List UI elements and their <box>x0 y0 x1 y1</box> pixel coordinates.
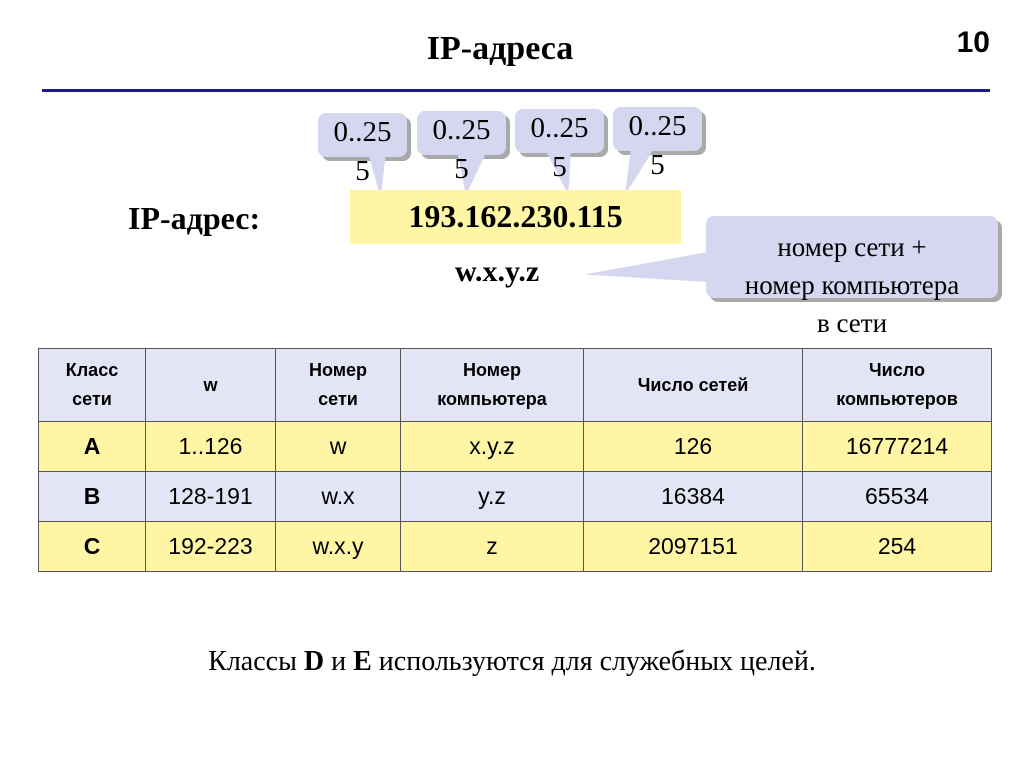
network-callout-line3: в сети <box>816 308 888 338</box>
header-cell <box>584 349 803 422</box>
header-cell <box>803 349 992 422</box>
table-cell: y.z <box>401 472 584 522</box>
header-netnum-line2: сети <box>318 389 358 409</box>
ip-value-box <box>350 190 681 244</box>
table-cell: w <box>276 422 401 472</box>
header-hostnum-line1: Номер <box>462 360 522 380</box>
table-header-row <box>39 349 992 422</box>
table-cell: 16384 <box>584 472 803 522</box>
table-cell: 1..126 <box>146 422 276 472</box>
table-cell: 16777214 <box>803 422 992 472</box>
octet-callout-4 <box>613 107 702 181</box>
table-row <box>39 522 992 572</box>
header-class-line1: Класс <box>65 360 119 380</box>
footnote <box>0 646 1024 678</box>
table-cell: 128-191 <box>146 472 276 522</box>
header-hostcount-line2: компьютеров <box>836 389 958 409</box>
footnote-suffix: используются для служебных целей. <box>371 646 816 677</box>
octet-callout-1 <box>318 113 407 187</box>
table-cell: 192-223 <box>146 522 276 572</box>
footnote-class-e: E <box>353 646 372 677</box>
table-row <box>39 472 992 522</box>
octet-callout-4-line2: 5 <box>650 149 665 181</box>
network-callout-line2: номер компьютера <box>744 270 960 300</box>
network-callout-tail <box>584 252 708 282</box>
header-class-line2: сети <box>72 389 112 409</box>
table-cell: z <box>401 522 584 572</box>
table-cell: 254 <box>803 522 992 572</box>
octet-callout-3-line1: 0..25 <box>530 112 589 144</box>
table-cell: w.x.y <box>276 522 401 572</box>
network-callout-line1: номер сети + <box>777 232 927 262</box>
header-cell <box>276 349 401 422</box>
footnote-and: и <box>324 646 354 677</box>
slide-number: 10 <box>956 26 990 59</box>
footnote-prefix: Классы <box>208 646 304 677</box>
header-cell <box>146 349 276 422</box>
header-netcount: Число сетей <box>637 374 749 395</box>
header-hostcount-line1: Число <box>869 360 925 380</box>
header-w: w <box>203 374 218 395</box>
octet-callout-2-line1: 0..25 <box>432 114 491 146</box>
table-cell: B <box>39 472 146 522</box>
header-cell <box>39 349 146 422</box>
header-cell <box>401 349 584 422</box>
table-cell: A <box>39 422 146 472</box>
table-cell: 126 <box>584 422 803 472</box>
header-netnum-line1: Номер <box>308 360 368 380</box>
footnote-class-d: D <box>303 646 325 677</box>
table-row <box>39 422 992 472</box>
octet-callout-2-line2: 5 <box>454 153 469 185</box>
ip-value: 193.162.230.115 <box>408 198 623 234</box>
octet-callout-3 <box>515 109 604 183</box>
octet-callout-3-line2: 5 <box>552 151 567 183</box>
octet-callout-2 <box>417 111 506 185</box>
table-cell: 65534 <box>803 472 992 522</box>
octet-callout-1-line1: 0..25 <box>333 116 392 148</box>
ip-classes-table <box>38 348 992 572</box>
table-cell: w.x <box>276 472 401 522</box>
table-cell: 2097151 <box>584 522 803 572</box>
header-hostnum-line2: компьютера <box>437 389 547 409</box>
octet-callout-1-line2: 5 <box>355 155 370 187</box>
title-divider <box>42 89 990 92</box>
ip-label: IP-адрес: <box>128 200 261 236</box>
ip-format: w.x.y.z <box>455 255 540 288</box>
slide-title: IP-адреса <box>426 30 574 67</box>
network-callout <box>706 216 998 338</box>
table-cell: C <box>39 522 146 572</box>
octet-callout-4-line1: 0..25 <box>628 110 687 142</box>
table-cell: x.y.z <box>401 422 584 472</box>
